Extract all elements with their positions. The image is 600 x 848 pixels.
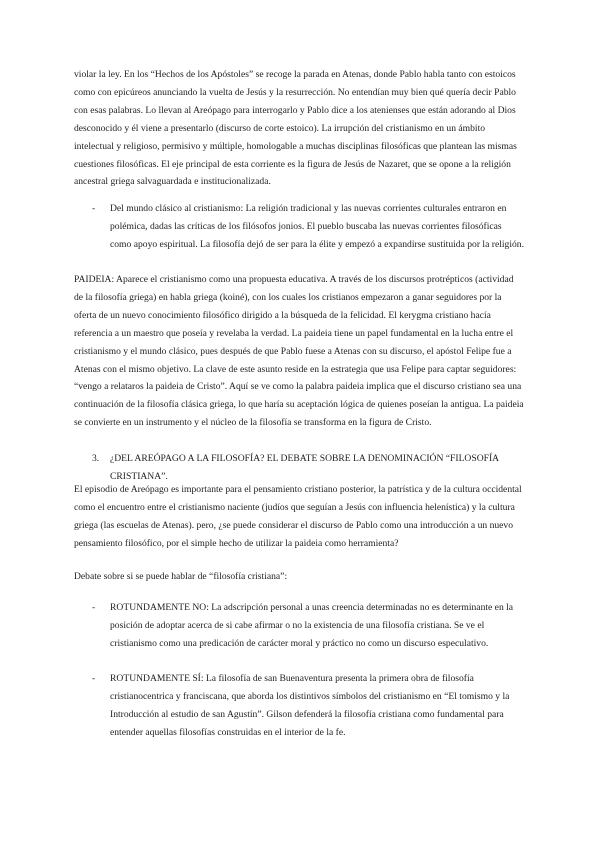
bullet-item-rotundamente-no: [92, 599, 524, 653]
bullet-marker: -: [92, 673, 96, 684]
bullet-item-rotundamente-si: [92, 670, 524, 742]
bullet-text: Del mundo clásico al cristianismo: La religión tradicional y las nuevas corrientes culturales entraron en polémica, dadas las críticas de los filósofos jonios. El pueblo buscaba las nuevas corrientes filosóficas como apoyo espiritual. La filosofía dejó de ser para la élite y empezó a expandirse sustituida por la religión.: [110, 203, 524, 250]
areopago-paragraph: El episodio de Areópago es importante para el pensamiento cristiano posterior, la patrística y de la cultura occidental como el encuentro entre el cristianismo naciente (judíos que seguían a Jesús con influencia helenística) y la cultura griega (las escuelas de Atenas). pero, ¿se puede considerar el discurso de Pablo como una introducción a un nuevo pensamiento filosófico, por el simple hecho de utilizar la paideia como herramienta?: [74, 484, 522, 549]
intro-paragraph: violar la ley. En los “Hechos de los Apóstoles” se recoge la parada en Atenas, donde Pablo habla tanto con estoicos como con epicúreos anunciando la vuelta de Jesús y la resurrección. No entendían muy bien qué quería decir Pablo con esas palabras. Lo llevan al Areópago para interrogarlo y Pablo dice a los atenienses que están adorando al Dios desconocido y él viene a presentarlo (discurso de corte estoico). La irrupción del cristianismo en un ámbito intelectual y religioso, permisivo y múltiple, homologable a muchas disciplinas filosóficas que plantean las mismas cuestiones filosóficas. El eje principal de esta corriente es la figura de Jesús de Nazaret, que se opone a la religión ancestral griega salvaguardada e institucionalizada.: [74, 69, 517, 188]
paideia-paragraph: PAIDEIA: Aparece el cristianismo como una propuesta educativa. A través de los discursos protrépticos (actividad de la filosofía griega) en habla griega (koiné), con los cuales los cristianos empezaron a ganar seguidores por la oferta de un nuevo conocimiento filosófico dirigido a la búsqueda de la felicidad. El kerygma cristiano hacía referencia a un maestro que poseía y revelaba la verdad. La paideia tiene un papel fundamental en la lucha entre el cristianismo y el mundo clásico, pues después de que Pablo fuese a Atenas con su discurso, el apóstol Felipe fue a Atenas con el mismo objetivo. La clave de este asunto reside en la estrategia que usa Felipe para captar seguidores: “vengo a relataros la paideia de Cristo”. Aquí se ve como la palabra paideia implica que el discurso cristiano sea una continuación de la filosofía clásica griega, lo que haría su aceptación lógica de quienes poseían la antigua. La paideia se convierte en un instrumento y el núcleo de la filosofía se transforma en la figura de Cristo.: [74, 274, 524, 429]
bullet-text: ROTUNDAMENTE SÍ: La filosofía de san Buenaventura presenta la primera obra de filosofía cristianocentrica y franciscana, que aborda los distintivos símbolos del cristianismo en “El tomismo y la Introducción al estudio de san Agustín”. Gilson defenderá la filosofía cristiana como fundamental para entender aquellas filosofías construidas en el interior de la fe.: [110, 673, 510, 738]
debate-intro: Debate sobre si se puede hablar de “filosofía cristiana”:: [74, 571, 288, 582]
bullet-text: ROTUNDAMENTE NO: La adscripción personal a unas creencia determinadas no es determinante en la posición de adoptar acerca de si cabe afirmar o no la existencia de una filosofía cristiana. Se ve el cristianismo como una predicación de carácter moral y práctico no como un discurso especulativo.: [110, 602, 514, 649]
section-number: 3.: [92, 453, 100, 464]
bullet-item-classical-world: [92, 200, 524, 254]
bullet-marker: -: [92, 203, 96, 214]
bullet-marker: -: [92, 602, 96, 613]
section-title: ¿DEL AREÓPAGO A LA FILOSOFÍA? EL DEBATE SOBRE LA DENOMINACIÓN “FILOSOFÍA CRISTIANA”.: [110, 453, 499, 482]
